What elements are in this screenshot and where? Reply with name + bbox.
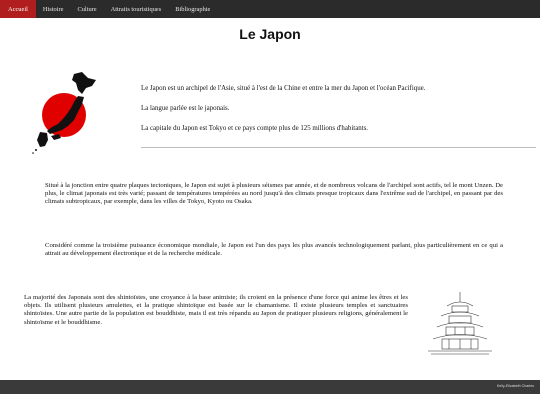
nav-item-culture[interactable]: Culture bbox=[77, 5, 97, 13]
page-title: Le Japon bbox=[239, 26, 301, 42]
nav-item-bibliographie[interactable]: Bibliographie bbox=[175, 5, 211, 13]
intro-line-capital: La capitale du Japon est Tokyo et ce pays compte plus de 125 millions d'habitants. bbox=[141, 125, 369, 132]
intro-line-language: La langue parlée est le japonais. bbox=[141, 105, 230, 112]
pagoda-drawing-icon bbox=[425, 290, 495, 362]
intro-line-location: Le Japon est un archipel de l'Asie, situé à l'est de la Chine et entre la mer du Japon et l'océan Pacifique. bbox=[141, 85, 426, 92]
top-nav bbox=[0, 0, 540, 18]
japan-map-flag-icon bbox=[30, 70, 110, 155]
nav-item-histoire[interactable]: Histoire bbox=[42, 5, 64, 13]
economy-paragraph: Considéré comme la troisième puissance économique mondiale, le Japon est l'un des pays les plus avancés technologiquement parlant, plus particulièrement en ce qui a attrait au développement électronique et de la recherche médicale. bbox=[45, 242, 503, 258]
intro-block bbox=[141, 84, 531, 144]
nav-item-attraits-touristiques[interactable]: Attraits touristiques bbox=[110, 5, 162, 13]
religion-paragraph: La majorité des Japonais sont des shintoïstes, une croyance à la base animiste; ils croient en la présence d'une force qui anime les êtres et les objets. Ils utilisent plusieurs amulettes, et la pratique shintoïque est basée sur le chamanisme. Il existe plusieurs temples et sanctuaires shintoïstes. Une autre partie de la population est bouddhiste, mais il est très répandu au Japon de pratiquer plusieurs religions, généralement le shintoïsme et le bouddhisme. bbox=[24, 294, 408, 326]
nav-item-accueil[interactable]: Accueil bbox=[0, 0, 36, 18]
footer-bar bbox=[0, 380, 540, 394]
geography-paragraph: Situé à la jonction entre quatre plaques tectoniques, le Japon est sujet à plusieurs séismes par année, et de nombreux volcans de l'archipel sont actifs, tel le mont Unzen. De plus, le climat japonais est très varié; passant de températures tempérées au nord jusqu'à des climats presque tropicaux dans l'extrême sud de l'archipel, en passant par des climats subtropicaux, par exemple, dans les villes de Tokyo, Kyoto ou Osaka. bbox=[45, 182, 503, 206]
section-divider bbox=[141, 147, 536, 148]
footer-credit: Kelly-Elizabeth Charles bbox=[496, 384, 534, 388]
